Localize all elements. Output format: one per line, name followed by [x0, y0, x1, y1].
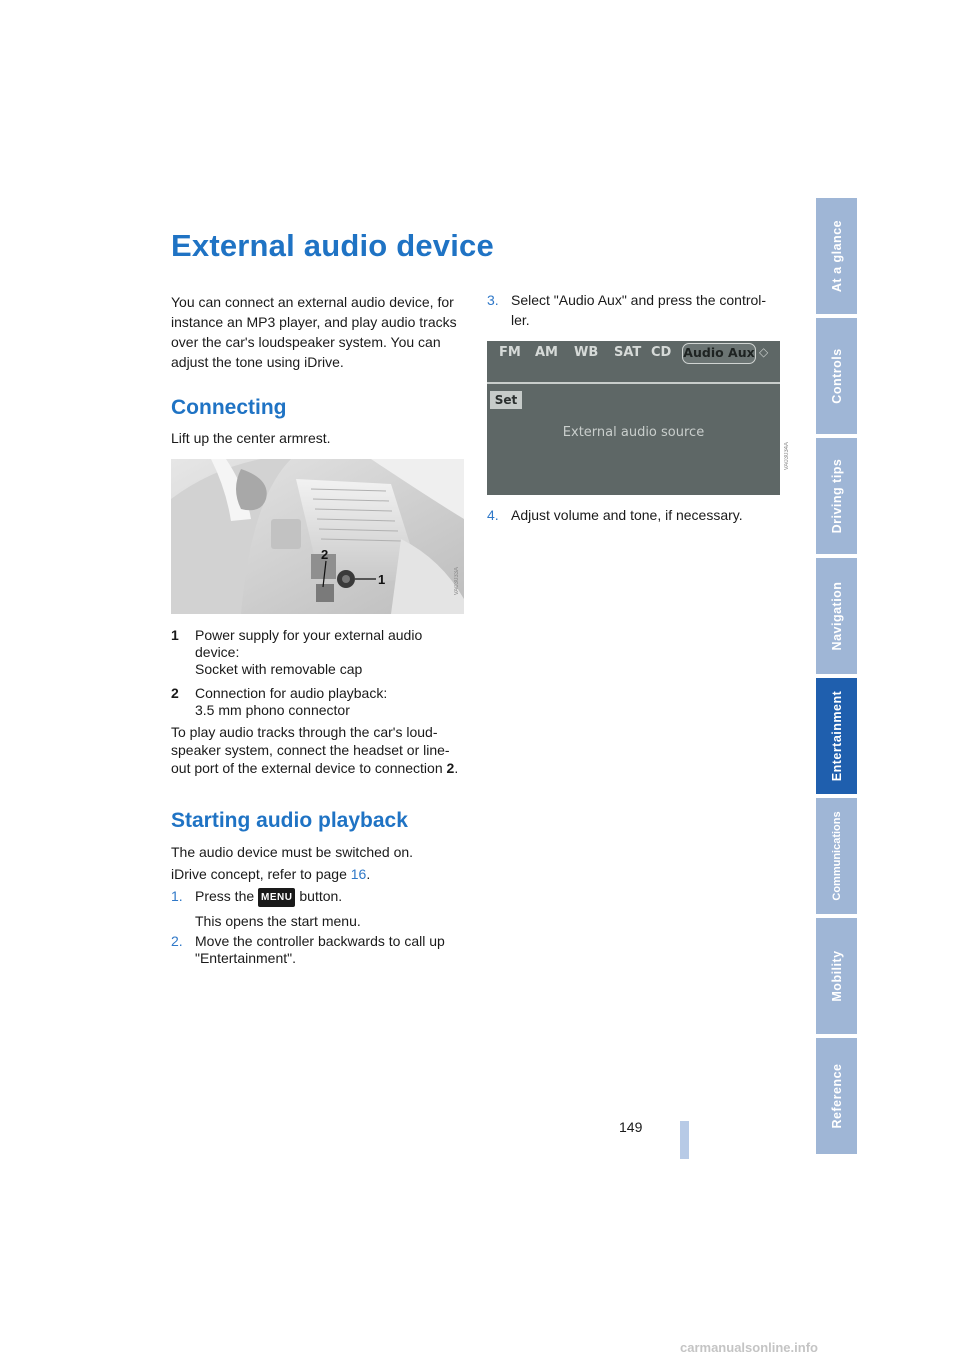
- tab-at-a-glance[interactable]: [816, 198, 857, 316]
- intro-line: adjust the tone using iDrive.: [171, 354, 344, 370]
- legend-text: Socket with removable cap: [195, 661, 363, 677]
- callout-2: 2: [321, 547, 329, 562]
- tab-navigation[interactable]: [816, 558, 857, 676]
- menu-sat[interactable]: SAT: [614, 345, 642, 360]
- tab-reference[interactable]: [816, 1038, 857, 1156]
- tab-entertainment[interactable]: [816, 678, 857, 796]
- legend-text: Connection for audio playback:: [195, 685, 388, 701]
- step-subtext: This opens the start menu.: [195, 913, 361, 929]
- menu-audio-aux[interactable]: Audio Aux: [682, 343, 756, 364]
- step-number: 1.: [171, 888, 183, 904]
- connecting-lead: Lift up the center armrest.: [171, 430, 331, 446]
- legend-number: 2: [171, 685, 179, 701]
- armrest-illustration: [171, 459, 464, 614]
- tab-mobility[interactable]: [816, 918, 857, 1036]
- idrive-reference: [171, 864, 370, 884]
- menu-fm[interactable]: FM: [499, 345, 521, 360]
- step-text: ler.: [511, 312, 530, 328]
- idrive-screen: [487, 341, 780, 495]
- legend-number: 1: [171, 627, 179, 643]
- step-text: button.: [299, 888, 343, 904]
- navigation-arrows-icon: ◇: [759, 345, 769, 359]
- tab-label: Mobility: [829, 950, 844, 1002]
- step-text: "Entertainment".: [195, 950, 296, 966]
- step-text: Select "Audio Aux" and press the control-: [511, 292, 767, 308]
- tab-label: Navigation: [829, 581, 844, 651]
- menu-am[interactable]: AM: [535, 345, 558, 360]
- step-text: Adjust volume and tone, if necessary.: [511, 507, 743, 523]
- punctuation: .: [454, 760, 459, 776]
- tab-label: Driving tips: [829, 458, 844, 534]
- section-tabs: [816, 198, 857, 1160]
- step-text: Move the controller backwards to call up: [195, 933, 445, 949]
- connecting-paragraph: [171, 723, 476, 777]
- screen-code: VA03034A: [784, 442, 790, 471]
- paragraph-line: speaker system, connect the headset or line-: [171, 742, 450, 758]
- intro-line: instance an MP3 player, and play audio tracks: [171, 314, 457, 330]
- page-title: External audio device: [171, 228, 494, 263]
- tab-label: Communications: [830, 811, 843, 901]
- punctuation: .: [366, 866, 371, 882]
- page-marker: [680, 1121, 689, 1159]
- reference-text: iDrive concept, refer to page: [171, 866, 347, 882]
- tab-label: Controls: [829, 348, 844, 404]
- screen-divider: [487, 382, 780, 384]
- intro-line: over the car's loudspeaker system. You can: [171, 334, 441, 350]
- watermark: carmanualsonline.info: [680, 1340, 818, 1355]
- tab-label: Reference: [829, 1063, 844, 1129]
- legend-text: device:: [195, 644, 240, 660]
- callout-1: 1: [378, 572, 386, 587]
- paragraph-line: out port of the external device to connection: [171, 760, 443, 776]
- menu-cd[interactable]: CD: [651, 345, 672, 360]
- paragraph-line: To play audio tracks through the car's loud-: [171, 724, 438, 740]
- tab-communications[interactable]: [816, 798, 857, 916]
- step-number: 4.: [487, 507, 499, 523]
- legend-text: 3.5 mm phono connector: [195, 702, 350, 718]
- screen-caption: External audio source: [562, 425, 705, 440]
- tab-controls[interactable]: [816, 318, 857, 436]
- page-number: 149: [619, 1119, 643, 1135]
- menu-button-icon: MENU: [258, 888, 295, 907]
- screen-menu-bar: [487, 341, 780, 365]
- connecting-heading: Connecting: [171, 396, 287, 419]
- armrest-photo: [171, 459, 464, 614]
- step-text: Press the: [195, 888, 255, 904]
- menu-wb[interactable]: WB: [574, 345, 599, 360]
- tab-label: At a glance: [829, 219, 844, 293]
- tab-label: Entertainment: [829, 690, 844, 782]
- intro-paragraph: [171, 292, 471, 372]
- set-button[interactable]: Set: [490, 391, 522, 409]
- connection-ref: 2: [446, 760, 455, 776]
- legend-text: Power supply for your external audio: [195, 627, 423, 643]
- photo-code: VA03033A: [454, 567, 460, 596]
- page-link[interactable]: 16: [350, 866, 367, 882]
- step-number: 3.: [487, 292, 499, 308]
- playback-lead: The audio device must be switched on.: [171, 844, 414, 860]
- tab-driving-tips[interactable]: [816, 438, 857, 556]
- playback-heading: Starting audio playback: [171, 809, 408, 832]
- step-number: 2.: [171, 933, 183, 949]
- intro-line: You can connect an external audio device, for: [171, 294, 454, 310]
